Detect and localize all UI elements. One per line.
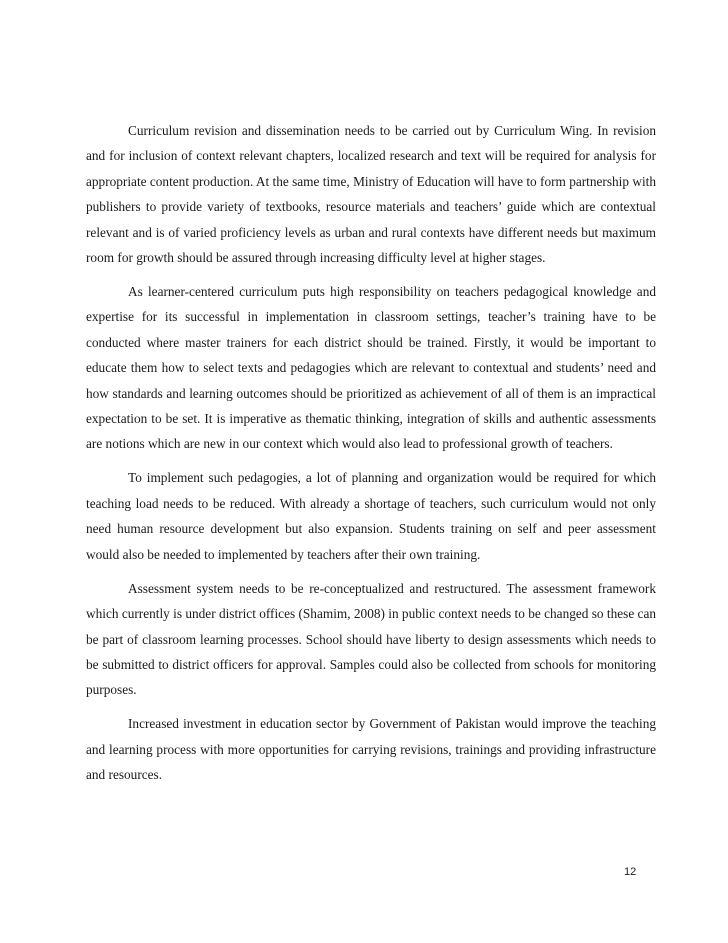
document-body bbox=[86, 118, 656, 796]
paragraph-investment: Increased investment in education sector by Government of Pakistan would improve the teaching and learning process with more opportunities for carrying revisions, trainings and providing infrastructure and resources. bbox=[86, 716, 656, 783]
paragraph-teacher-training: As learner-centered curriculum puts high responsibility on teachers pedagogical knowledge and expertise for its successful in implementation in classroom settings, teacher’s training have to be conducted where master trainers for each district should be trained. Firstly, it would be important to educate them how to select texts and pedagogies which are relevant to contextual and students’ need and how standards and learning outcomes should be prioritized as achievement of all of them is an impractical expectation to be set. It is imperative as thematic thinking, integration of skills and authentic assessments are notions which are new in our context which would also lead to professional growth of teachers. bbox=[86, 284, 656, 452]
paragraph-curriculum-revision: Curriculum revision and dissemination needs to be carried out by Curriculum Wing. In revision and for inclusion of context relevant chapters, localized research and text will be required for analysis for appropriate content production. At the same time, Ministry of Education will have to form partnership with publishers to provide variety of textbooks, resource materials and teachers’ guide which are contextual relevant and is of varied proficiency levels as urban and rural contexts have different needs but maximum room for growth should be assured through increasing difficulty level at higher stages. bbox=[86, 123, 656, 266]
paragraph-assessment-system: Assessment system needs to be re-conceptualized and restructured. The assessment framework which currently is under district offices (Shamim, 2008) in public context needs to be changed so these can be part of classroom learning processes. School should have liberty to design assessments which needs to be submitted to district officers for approval. Samples could also be collected from schools for monitoring purposes. bbox=[86, 580, 656, 698]
paragraph-implementation: To implement such pedagogies, a lot of planning and organization would be required for which teaching load needs to be reduced. With already a shortage of teachers, such curriculum would not only need human resource development but also expansion. Students training on self and peer assessment would also be needed to implemented by teachers after their own training. bbox=[86, 470, 656, 562]
page-number: 12 bbox=[624, 866, 637, 878]
